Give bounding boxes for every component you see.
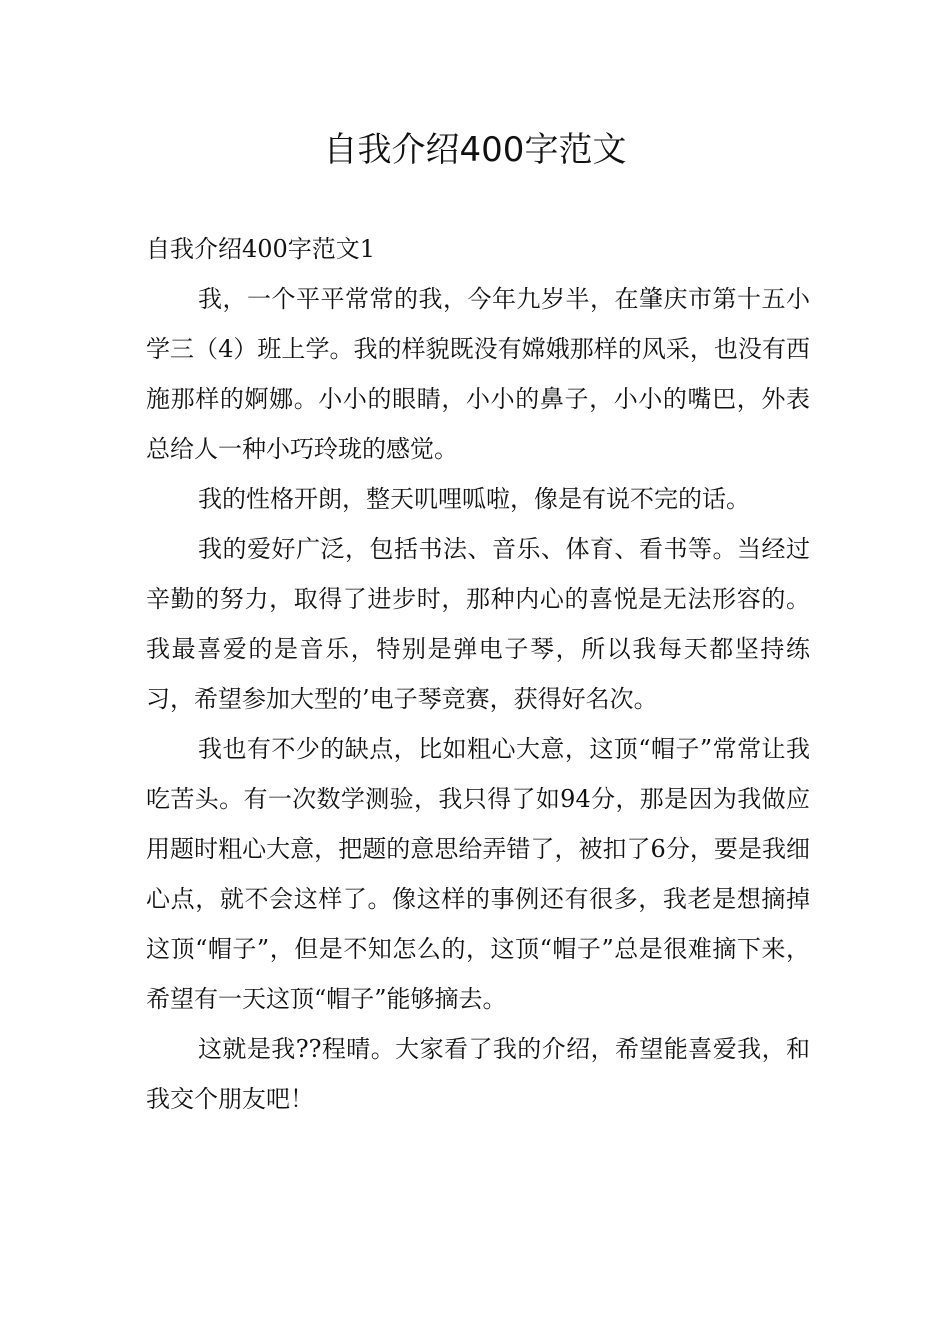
document-title: 自我介绍400字范文	[323, 130, 627, 170]
paragraph-shortcomings: 我也有不少的缺点，比如粗心大意，这顶“帽子”常常让我吃苦头。有一次数学测验，我只得了如94分，那是因为我做应用题时粗心大意，把题的意思给弄错了，被扣了6分，要是我细心点，就不会这样了。像这样的事例还有很多，我老是想摘掉这顶“帽子”，但是不知怎么的，这顶“帽子”总是很难摘下来，希望有一天这顶“帽子”能够摘去。	[146, 735, 810, 1013]
paragraph-closing: 这就是我??程晴。大家看了我的介绍，希望能喜爱我，和我交个朋友吧！	[146, 1035, 810, 1113]
paragraph-intro: 我，一个平平常常的我，今年九岁半，在肇庆市第十五小学三（4）班上学。我的样貌既没有嫦娥那样的风采，也没有西施那样的婀娜。小小的眼睛，小小的鼻子，小小的嘴巴，外表总给人一种小巧玲珑的感觉。	[146, 285, 810, 463]
section-heading: 自我介绍400字范文1	[146, 235, 376, 263]
paragraph-hobbies: 我的爱好广泛，包括书法、音乐、体育、看书等。当经过辛勤的努力，取得了进步时，那种内心的喜悦是无法形容的。我最喜爱的是音乐，特别是弹电子琴，所以我每天都坚持练习，希望参加大型的’电子琴竞赛，获得好名次。	[146, 535, 810, 713]
paragraph-personality: 我的性格开朗，整天叽哩呱啦，像是有说不完的话。	[198, 485, 750, 513]
document-body	[146, 224, 810, 1124]
